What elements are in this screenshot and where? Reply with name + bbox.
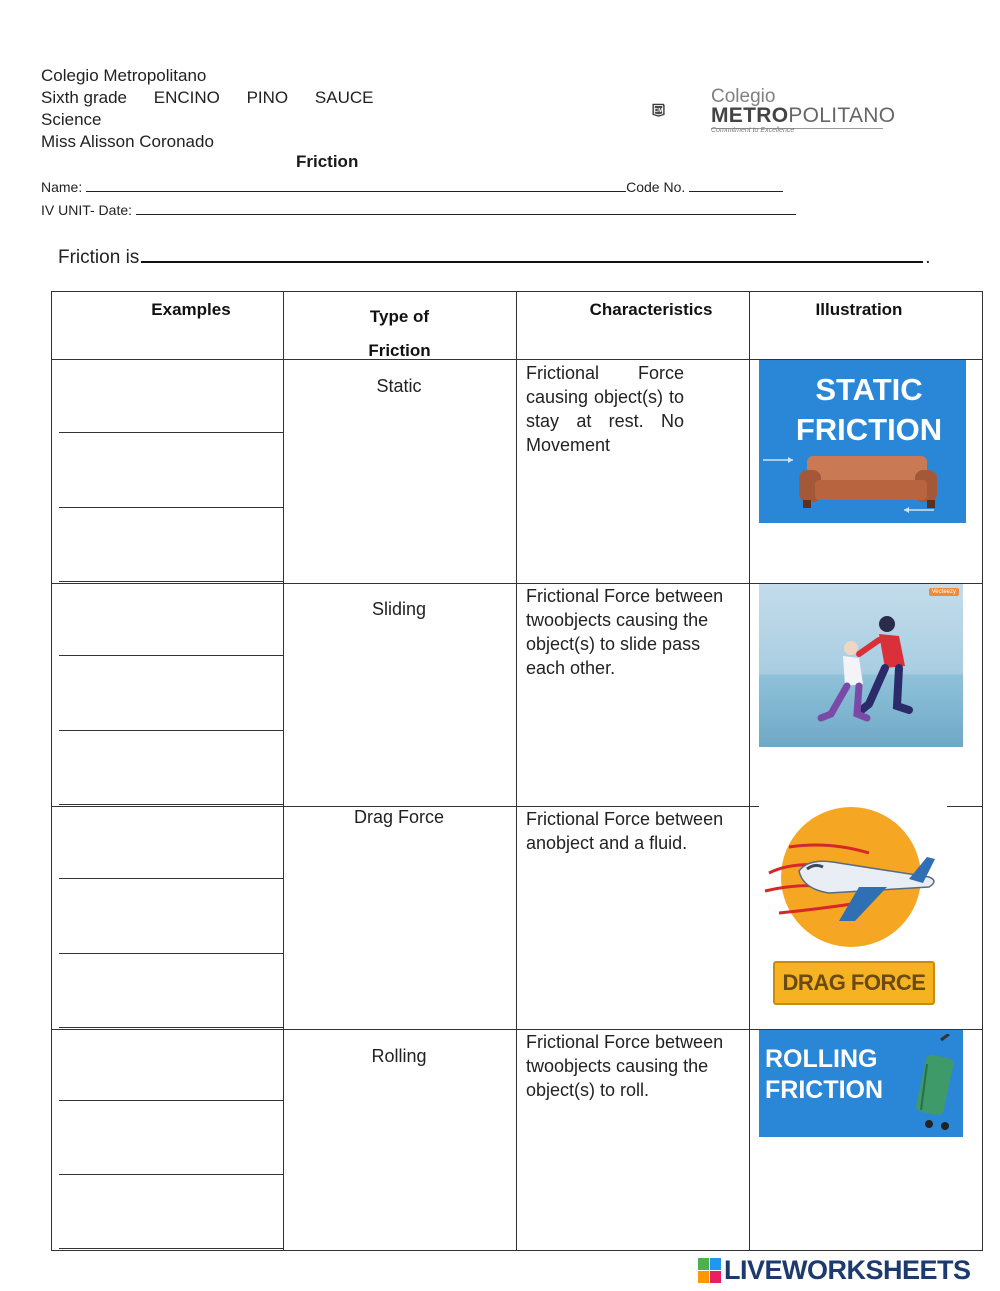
static-friction-illustration	[759, 360, 966, 523]
grade-label: Sixth grade	[41, 88, 127, 107]
example-line[interactable]	[59, 804, 283, 805]
type-drag: Drag Force	[353, 807, 445, 827]
liveworksheets-brand: LIVEWORKSHEETS	[724, 1255, 971, 1285]
rolling-illustration-text: ROLLING FRICTION	[765, 1045, 884, 1104]
sofa-icon	[759, 448, 966, 518]
example-line[interactable]	[59, 953, 283, 954]
definition-prompt: Friction is .	[58, 243, 931, 269]
name-label: Name:	[41, 179, 83, 195]
type-sliding: Sliding	[371, 599, 427, 619]
table-divider-2	[516, 291, 517, 1251]
table-divider-1	[283, 291, 284, 1251]
definition-input-line[interactable]	[141, 243, 923, 263]
example-line[interactable]	[59, 432, 283, 433]
table-border-left	[51, 291, 52, 1251]
code-input-line[interactable]	[689, 177, 783, 192]
example-line[interactable]	[59, 730, 283, 731]
static-illustration-text: STATIC FRICTION	[795, 372, 943, 447]
example-line[interactable]	[59, 1248, 283, 1249]
date-input-line[interactable]	[136, 200, 796, 215]
characteristics-drag: Frictional Force between anobject and a fluid.	[526, 809, 724, 853]
subject: Science	[41, 110, 102, 129]
example-line[interactable]	[59, 655, 283, 656]
example-line[interactable]	[59, 507, 283, 508]
worksheet-title: Friction	[296, 152, 359, 171]
date-row	[41, 200, 796, 218]
airplane-icon	[759, 803, 947, 953]
code-label: Code No.	[626, 179, 686, 195]
example-line[interactable]	[59, 878, 283, 879]
characteristics-sliding: Frictional Force between twoobjects causing the object(s) to slide pass each other.	[526, 586, 724, 678]
table-divider-3	[749, 291, 750, 1251]
skaters-icon	[759, 584, 963, 747]
name-row	[41, 177, 783, 195]
header-type: Type of Friction	[368, 307, 431, 360]
rolling-friction-illustration	[759, 1030, 963, 1137]
header-illustration: Illustration	[815, 300, 903, 319]
logo-line2: METROPOLITANO	[711, 104, 896, 127]
example-line[interactable]	[59, 1174, 283, 1175]
logo-line1: Colegio	[711, 86, 776, 107]
table-border-right	[982, 291, 983, 1251]
group-pino: PINO	[246, 88, 289, 107]
header-examples: Examples	[151, 300, 231, 319]
friction-table	[51, 291, 983, 1251]
school-name: Colegio Metropolitano	[41, 66, 207, 85]
name-input-line[interactable]	[86, 177, 626, 192]
school-logo-icon	[652, 80, 708, 140]
suitcase-icon	[907, 1034, 963, 1134]
liveworksheets-logo-icon	[698, 1258, 722, 1284]
table-border-bottom	[51, 1250, 983, 1251]
group-encino: ENCINO	[153, 88, 220, 107]
type-rolling: Rolling	[371, 1046, 427, 1066]
group-sauce: SAUCE	[314, 88, 374, 107]
characteristics-static: Frictional Force causing object(s) to stay at rest. No Movement	[526, 363, 684, 455]
example-line[interactable]	[59, 1100, 283, 1101]
definition-lead: Friction is	[58, 247, 140, 268]
vecteezy-badge: Vecteezy	[929, 588, 959, 596]
characteristics-rolling: Frictional Force between twoobjects causing the object(s) to roll.	[526, 1032, 724, 1100]
ice-skaters-illustration	[759, 584, 963, 747]
date-label: IV UNIT- Date:	[41, 202, 133, 218]
table-border-top	[51, 291, 983, 292]
grade-line	[41, 88, 395, 108]
drag-force-label: DRAG FORCE	[773, 961, 935, 1005]
example-line[interactable]	[59, 581, 283, 582]
logo-tagline: Commitment to Excellence	[711, 127, 795, 134]
type-static: Static	[376, 376, 422, 396]
teacher-name: Miss Alisson Coronado	[41, 132, 214, 151]
header-characteristics: Characteristics	[589, 300, 713, 319]
svg-text:CM: CM	[654, 108, 663, 115]
example-line[interactable]	[59, 1027, 283, 1028]
drag-force-illustration	[759, 803, 947, 1013]
